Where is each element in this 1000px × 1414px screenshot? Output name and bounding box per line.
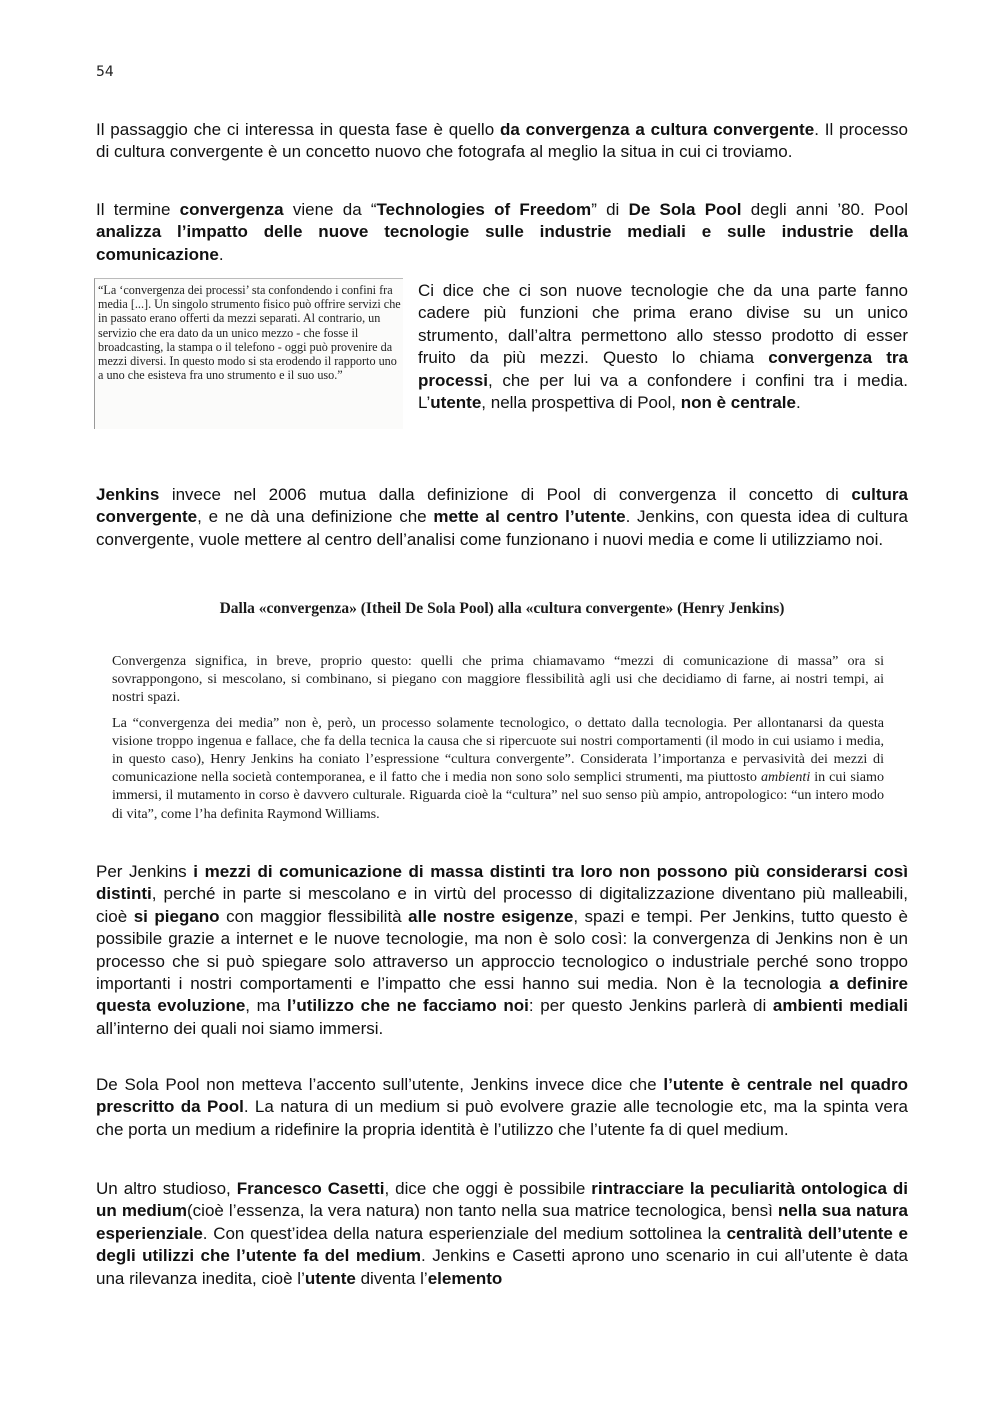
- paragraph-convergenza: Il termine convergenza viene da “Technologies of Freedom” di De Sola Pool degli anni ’80. Pool analizza l’impatto delle nuove tecnologie sulle industrie mediali e sulle industrie della comunicazione.: [96, 200, 908, 264]
- quote-scan-image: [94, 278, 403, 429]
- excerpt-paragraph-2: La “convergenza dei media” non è, però, un processo solamente tecnologico, o dettato dalla tecnologia. Per allontanarsi da questa visione troppo ingenua e fallace, che fa della tecnica la causa che si ripercuote sui nostri comportamenti (il modo in cui usiamo i media, in questo caso), Henry Jenkins ha coniato l’espressione “cultura convergente”. Considerata l’importanza e pervasività dei mezzi di comunicazione nella società contemporanea, e il fatto che i media non sono solo semplici strumenti, ma piuttosto ambienti in cui siamo immersi, il mutamento in corso è davvero culturale. Riguarda cioè la “cultura” nel suo senso più ampio, antropologico: “un intero modo di vita”, come l’ha definita Raymond Williams.: [112, 714, 884, 822]
- paragraph-jenkins: Jenkins invece nel 2006 mutua dalla definizione di Pool di convergenza il concetto di cultura convergente, e ne dà una definizione che mette al centro l’utente. Jenkins, con questa idea di cultura convergente, vuole mettere al centro dell’analisi come funzionano i nuovi media e come li utilizziamo noi.: [96, 485, 908, 549]
- excerpt-scan-image: [112, 652, 884, 830]
- paragraph-per-jenkins: Per Jenkins i mezzi di comunicazione di massa distinti tra loro non possono più considerarsi così distinti, perché in parte si mescolano e in virtù del processo di digitalizzazione diventano più malleabili, cioè si piegano con maggior flessibilità alle nostre esigenze, spazi e tempi. Per Jenkins, tutto questo è possibile grazie a internet e le nuove tecnologie, ma non è solo così: la convergenza di Jenkins non è un processo che si può spiegare solo attraverso un approccio tecnologico o industriale perché sono troppo importanti i nostri comportamenti e l’impatto che essi hanno sui media. Non è la tecnologia a definire questa evoluzione, ma l’utilizzo che ne facciamo noi: per questo Jenkins parlerà di ambienti mediali all’interno dei quali noi siamo immersi.: [96, 862, 909, 1038]
- quote-scan-text: “La ‘convergenza dei processi’ sta confondendo i confini fra media [...]. Un singolo strumento fisico può offrire servizi che in passato erano offerti da mezzi separati. Al contrario, un servizio che era dato da un unico mezzo - che fosse il broadcasting, la stampa o il telefono - oggi può provenire da mezzi diversi. In questo modo si sta erodendo il rapporto uno a uno che esisteva fra uno strumento e il suo uso.”: [98, 283, 401, 383]
- paragraph-side: Ci dice che ci son nuove tecnologie che da una parte fanno cadere più funzioni che prima erano divise su un unico strumento, dall’altra permettono allo stesso prodotto di esser fruito da più mezzi. Questo lo chiama convergenza tra processi, che per lui va a confondere i confini tra i media. L’utente, nella prospettiva di Pool, non è centrale.: [418, 281, 908, 413]
- paragraph-intro: Il passaggio che ci interessa in questa fase è quello da convergenza a cultura convergente. Il processo di cultura convergente è un concetto nuovo che fotografa al meglio la situa in cui ci troviamo.: [96, 120, 909, 162]
- box-title: Dalla «convergenza» (Itheil De Sola Pool) alla «cultura convergente» (Henry Jenkins): [219, 600, 785, 617]
- paragraph-casetti: Un altro studioso, Francesco Casetti, dice che oggi è possibile rintracciare la peculiarità ontologica di un medium(cioè l’essenza, la vera natura) non tanto nella sua matrice tecnologica, bensì nella sua natura esperienziale. Con quest’idea della natura esperienziale del medium sottolinea la centralità dell’utente e degli utilizzi che l’utente fa del medium. Jenkins e Casetti aprono uno scenario in cui all’utente è data una rilevanza inedita, cioè l’utente diventa l’elemento: [96, 1179, 909, 1288]
- paragraph-de-sola: De Sola Pool non metteva l’accento sull’utente, Jenkins invece dice che l’utente è centrale nel quadro prescritto da Pool. La natura di un medium si può evolvere grazie alle tecnologie etc, ma la spinta vera che porta un medium a ridefinire la propria identità è l’utilizzo che l’utente fa di quel medium.: [96, 1075, 909, 1139]
- page-number: 54: [96, 64, 114, 80]
- excerpt-paragraph-1: Convergenza significa, in breve, proprio questo: quelli che prima chiamavamo “mezzi di comunicazione di massa” ora si sovrappongono, si mescolano, si combinano, si piegano con maggiore flessibilità agli usi che decidiamo di farne, ai nostri tempi, ai nostri spazi.: [112, 653, 884, 706]
